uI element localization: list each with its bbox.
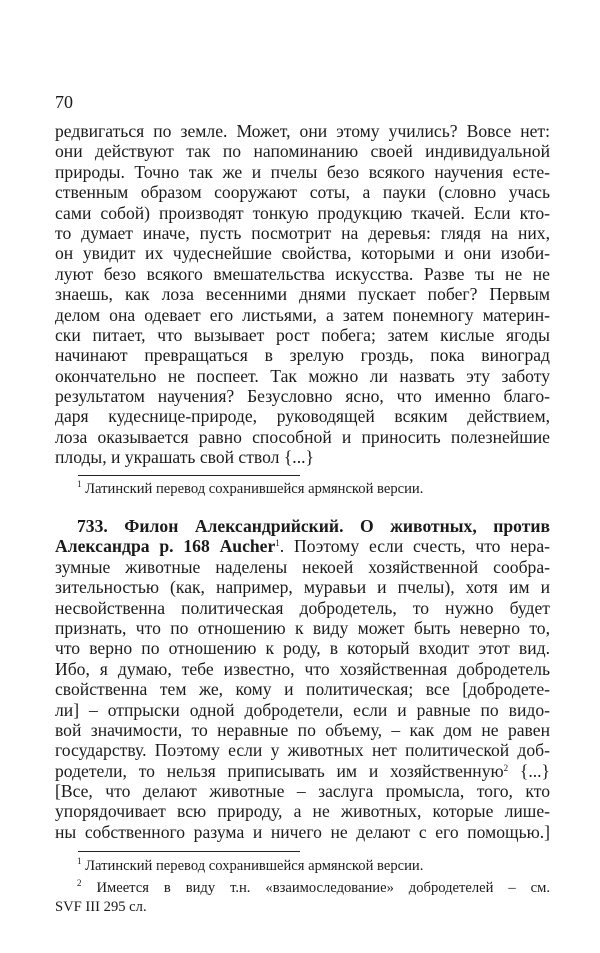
text-line: свойственна тем же, кому и политическая; все [добродете- xyxy=(55,679,550,700)
text-line: ственным образом сооружают соты, а пауки (словно учась xyxy=(55,182,550,203)
footnote-1 xyxy=(55,480,550,499)
text-line: он увидит их чудеснейшие свойства, которыми и они изоби- xyxy=(55,243,550,264)
text-line: признать, что по отношению к виду может быть неверно то, xyxy=(55,617,550,638)
footnote-1: $^1$ Латинский перевод сохранившейся армянской версии. xyxy=(77,856,424,874)
text-line: лоза оказывается равно способной и приносить полезнейшие xyxy=(55,426,550,447)
text-line: ны собственного разума и ничего не делают с его помощью.] xyxy=(55,821,550,842)
text-line: природы. Точно так же и пчелы безо всякого научения есте- xyxy=(55,161,550,182)
text-line: зительностью (как, например, муравьи и пчелы), хотя им и xyxy=(55,577,550,598)
text-line: что верно по отношению к роду, в который входит этот вид. xyxy=(55,638,550,659)
text-line: окончательно не поспеет. Так можно ли назвать эту заботу xyxy=(55,365,550,386)
text-line: плоды, и украшать свой ствол {...} xyxy=(55,447,314,468)
text-line: редвигаться по земле. Может, они этому учились? Вовсе нет: xyxy=(55,121,550,141)
page-number: 70 xyxy=(55,92,73,112)
footnotes xyxy=(55,857,550,917)
text-line: государству. Поэтому если у животных нет политической доб- xyxy=(55,740,550,761)
entry-733 xyxy=(55,516,550,842)
text-line: ли] – отпрыски одной добродетели, если и равные по видо- xyxy=(55,699,550,720)
text-line: сами собой) производят тонкую продукцию ткачей. Если кто- xyxy=(55,202,550,223)
text-line: ски питает, что вызывает рост побега; затем кислые ягоды xyxy=(55,324,550,345)
text-line: начинают превращаться в зрелую гроздь, пока виноград xyxy=(55,345,550,366)
paragraph-continued xyxy=(55,121,550,468)
footnote-rule xyxy=(78,851,300,852)
text-line: результатом научения? Безусловно ясно, что именно благо- xyxy=(55,386,550,407)
footnote-ref: 2 xyxy=(503,762,509,773)
footnote-2: $^2$ Имеется в виду т.н. «взаимоследование» добродетелей – см. xyxy=(77,878,550,896)
text-line: Ибо, я думаю, тебе известно, что хозяйственная добродетель xyxy=(55,658,550,679)
text-line: родетели, то нельзя приписывать им и хозяйственную$^2$ {...} xyxy=(55,760,550,781)
footnote-ref: 1 xyxy=(275,538,280,549)
text-line: знаешь, как лоза весенними днями пускает побег? Первым xyxy=(55,284,550,305)
text-line: упорядочивает всю природу, а не животных, которые лише- xyxy=(55,801,550,822)
text-line: зумные животные наделены некоей хозяйственной сообра- xyxy=(55,556,550,577)
text-line: они действуют так по напоминанию своей индивидуальной xyxy=(55,141,550,162)
text-line: делом она одевает его листьями, а затем понемногу материн- xyxy=(55,304,550,325)
entry-heading-line2: Александра р. 168 Aucher$^1$. Поэтому если счесть, что нера- xyxy=(55,536,550,557)
text-line: даря кудеснице-природе, руководящей всяким действием, xyxy=(55,406,550,427)
footnote-2-cont: SVF III 295 сл. xyxy=(55,899,147,915)
text-line: то думает иначе, пусть посмотрит на деревья: глядя на них, xyxy=(55,222,550,243)
text-line: [Все, что делают животные – заслуга промысла, того, кто xyxy=(55,781,550,802)
footnote-mark: 1 xyxy=(77,479,82,489)
text-line: вой значимости, то неравные по объему, – как дом не равен xyxy=(55,719,550,740)
entry-heading: 733. Филон Александрийский. О животных, против xyxy=(77,516,550,536)
text-line: луют безо всякого вмешательства искусства. Разве ты не не xyxy=(55,263,550,284)
footnote-rule xyxy=(78,475,300,476)
footnote-text: Латинский перевод сохранившейся армянской версии. xyxy=(85,481,424,497)
text-line: несвойственна политическая добродетель, то нужно будет xyxy=(55,597,550,618)
